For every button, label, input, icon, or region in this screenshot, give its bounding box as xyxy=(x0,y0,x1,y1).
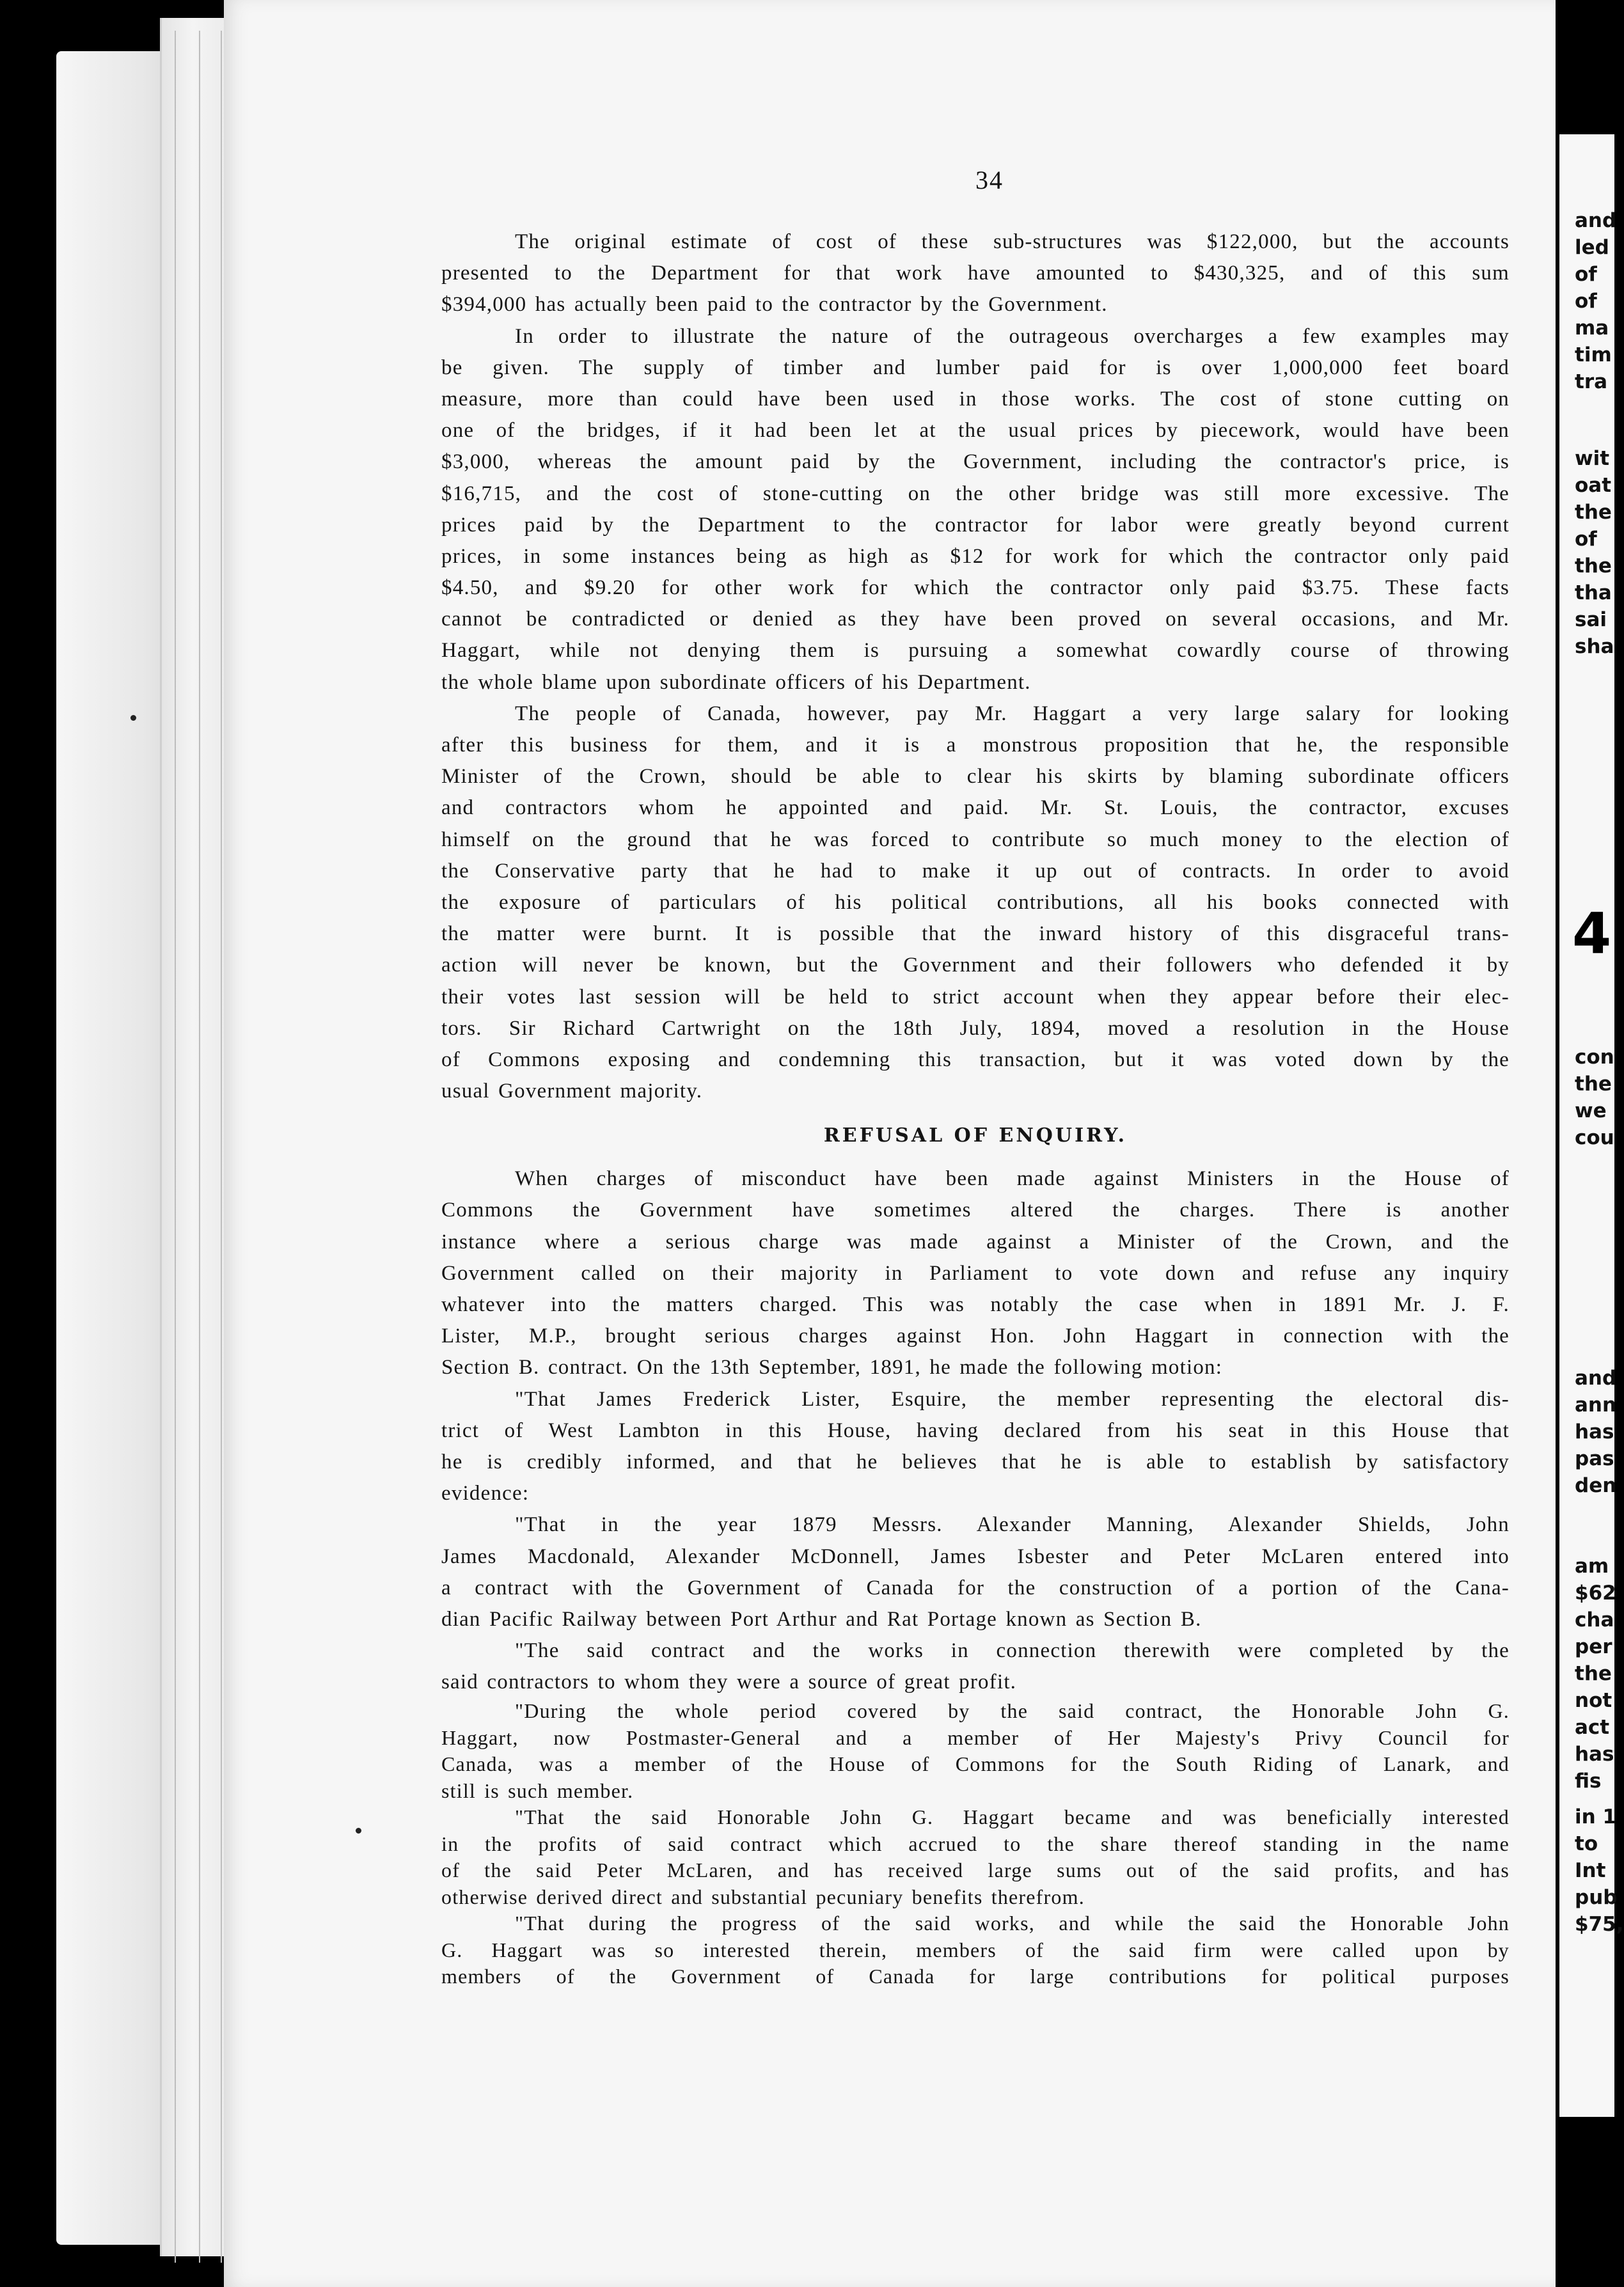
text-line: measure, more than could have been used in those works. The cost of stone cutting on xyxy=(441,387,1510,411)
text-line: $394,000 has actually been paid to the contractor by the Government. xyxy=(441,293,1108,317)
text-line: the Conservative party that he had to make it up out of contracts. In order to avoid xyxy=(441,859,1510,883)
text-line: tors. Sir Richard Cartwright on the 18th July, 1894, moved a resolution in the House xyxy=(441,1016,1510,1040)
text-line: Haggart, while not denying them is pursuing a somewhat cowardly course of throwing xyxy=(441,639,1510,663)
adjacent-page-fragment: tim xyxy=(1575,343,1612,366)
text-line: cannot be contradicted or denied as they have been proved on several occasions, and Mr. xyxy=(441,608,1510,631)
text-line: presented to the Department for that work have amounted to $430,325, and of this sum xyxy=(441,262,1510,285)
adjacent-page xyxy=(1559,134,1624,2117)
text-line: James Macdonald, Alexander McDonnell, James Isbester and Peter McLaren entered into xyxy=(441,1544,1510,1568)
text-line: "That James Frederick Lister, Esquire, the member representing the electoral dis- xyxy=(515,1387,1510,1411)
text-line: Lister, M.P., brought serious charges against Hon. John Haggart in connection with the xyxy=(441,1324,1510,1348)
adjacent-page-fragment: the xyxy=(1575,554,1612,578)
text-line: the matter were burnt. It is possible that the inward history of this disgraceful trans- xyxy=(441,922,1510,946)
text-line: Government called on their majority in Parliament to vote down and refuse any inquiry xyxy=(441,1261,1510,1285)
text-line: evidence: xyxy=(441,1482,530,1505)
adjacent-page-fragment: act xyxy=(1575,1716,1610,1739)
spine-line xyxy=(199,31,200,2263)
adjacent-page-fragment: fis xyxy=(1575,1770,1602,1793)
adjacent-page-fragment: $75, xyxy=(1575,1913,1624,1936)
text-line: instance where a serious charge was made against a Minister of the Crown, and the xyxy=(441,1230,1510,1254)
text-line: himself on the ground that he was forced to contribute so much money to the election of xyxy=(441,828,1510,851)
adjacent-page-fragment: the xyxy=(1575,1662,1612,1685)
text-line: "That during the progress of the said works, and while the said the Honorable John xyxy=(515,1912,1510,1935)
adjacent-page-fragment: den xyxy=(1575,1474,1617,1497)
adjacent-page-fragment: and xyxy=(1575,209,1617,232)
text-line: said contractors to whom they were a source of great profit. xyxy=(441,1670,1017,1694)
text-line: $4.50, and $9.20 for other work for which the contractor only paid $3.75. These facts xyxy=(441,576,1510,600)
text-line: Canada, was a member of the House of Commons for the South Riding of Lanark, and xyxy=(441,1752,1510,1776)
adjacent-page-fragment: the xyxy=(1575,1073,1612,1096)
adjacent-page-fragment: not xyxy=(1575,1689,1612,1712)
text-line: When charges of misconduct have been made against Ministers in the House of xyxy=(515,1167,1510,1191)
spine-line xyxy=(221,31,222,2263)
adjacent-page-fragment: has xyxy=(1575,1420,1614,1443)
text-line: trict of West Lambton in this House, having declared from his seat in this House that xyxy=(441,1419,1510,1442)
text-line: "During the whole period covered by the said contract, the Honorable John G. xyxy=(515,1699,1510,1723)
section-heading: REFUSAL OF ENQUIRY. xyxy=(823,1124,1128,1147)
text-line: otherwise derived direct and substantial pecuniary benefits therefrom. xyxy=(441,1885,1085,1908)
adjacent-page-fragment: am xyxy=(1575,1555,1609,1578)
adjacent-page-fragment: in 1 xyxy=(1575,1805,1617,1828)
text-line: In order to illustrate the nature of the outrageous overcharges a few examples may xyxy=(515,324,1510,348)
text-line: be given. The supply of timber and lumber paid for is over 1,000,000 feet board xyxy=(441,356,1510,379)
adjacent-page-fragment: of xyxy=(1575,263,1597,286)
adjacent-page-fragment: con xyxy=(1575,1046,1614,1069)
text-line: in the profits of said contract which accrued to the share thereof standing in the name xyxy=(441,1832,1510,1855)
text-line: and contractors whom he appointed and paid. Mr. St. Louis, the contractor, excuses xyxy=(441,796,1510,820)
text-line: The original estimate of cost of these sub-structures was $122,000, but the accounts xyxy=(515,230,1510,253)
adjacent-page-fragment: sai xyxy=(1575,608,1607,631)
adjacent-page-fragment: pub xyxy=(1575,1886,1618,1909)
adjacent-page-fragment: led xyxy=(1575,236,1609,259)
text-line: of Commons exposing and condemning this transaction, but it was voted down by the xyxy=(441,1048,1510,1071)
adjacent-page-fragment: ann xyxy=(1575,1394,1617,1417)
spine-line xyxy=(175,31,176,2263)
text-line: the whole blame upon subordinate officers of his Department. xyxy=(441,670,1031,694)
text-line: $16,715, and the cost of stone-cutting on the other bridge was still more excessive. The xyxy=(441,482,1510,505)
adjacent-page-fragment: of xyxy=(1575,528,1597,551)
body-text xyxy=(441,226,1510,1990)
adjacent-page-fragment: pas xyxy=(1575,1447,1614,1470)
margin-speck xyxy=(356,1828,361,1834)
adjacent-page-fragment: Int xyxy=(1575,1859,1606,1882)
adjacent-page-fragment: tha xyxy=(1575,581,1612,604)
text-line: of the said Peter McLaren, and has received large sums out of the said profits, and has xyxy=(441,1859,1510,1882)
text-line: after this business for them, and it is a monstrous proposition that he, the responsible xyxy=(441,734,1510,757)
text-line: prices paid by the Department to the contractor for labor were greatly beyond current xyxy=(441,513,1510,537)
adjacent-page-fragment: of xyxy=(1575,290,1597,313)
margin-speck xyxy=(130,715,136,721)
adjacent-page-fragment: 4 xyxy=(1572,900,1612,966)
adjacent-page-fragment: oat xyxy=(1575,474,1612,497)
text-line: whatever into the matters charged. This was notably the case when in 1891 Mr. J. F. xyxy=(441,1293,1510,1316)
adjacent-page-fragment: per xyxy=(1575,1635,1612,1658)
text-line: prices, in some instances being as high as $12 for work for which the contractor only paid xyxy=(441,544,1510,568)
adjacent-page-fragment: $62 xyxy=(1575,1582,1616,1605)
text-line: usual Government majority. xyxy=(441,1080,703,1103)
text-line: "The said contract and the works in connection therewith were completed by the xyxy=(515,1639,1510,1663)
text-line: Commons the Government have sometimes altered the charges. There is another xyxy=(441,1199,1510,1222)
text-line: the exposure of particulars of his political contributions, all his books connected with xyxy=(441,890,1510,914)
adjacent-page-fragment: to xyxy=(1575,1832,1598,1855)
adjacent-page-fragment: cou xyxy=(1575,1126,1614,1149)
page-number: 34 xyxy=(975,166,1004,194)
adjacent-page-fragment: we xyxy=(1575,1099,1607,1122)
text-line: a contract with the Government of Canada for the construction of a portion of the Cana- xyxy=(441,1576,1510,1599)
text-line: he is credibly informed, and that he believes that he is able to establish by satisfactory xyxy=(441,1450,1510,1474)
text-line: Haggart, now Postmaster-General and a member of Her Majesty's Privy Council for xyxy=(441,1725,1510,1749)
adjacent-page-fragment: the xyxy=(1575,501,1612,524)
text-line: action will never be known, but the Government and their followers who defended it by xyxy=(441,954,1510,977)
text-line: "That in the year 1879 Messrs. Alexander Manning, Alexander Shields, John xyxy=(515,1513,1510,1537)
adjacent-page-fragment: wit xyxy=(1575,447,1610,470)
text-line: dian Pacific Railway between Port Arthur and Rat Portage known as Section B. xyxy=(441,1607,1202,1631)
text-line: one of the bridges, if it had been let at the usual prices by piecework, would have been xyxy=(441,419,1510,443)
text-line: their votes last session will be held to strict account when they appear before their elec- xyxy=(441,985,1510,1009)
adjacent-page-fragment: and xyxy=(1575,1367,1617,1390)
adjacent-page-fragment: has xyxy=(1575,1743,1614,1766)
adjacent-page-fragment: sha xyxy=(1575,635,1614,658)
text-line: still is such member. xyxy=(441,1779,634,1802)
text-line: Section B. contract. On the 13th September, 1891, he made the following motion: xyxy=(441,1356,1223,1379)
text-line: Minister of the Crown, should be able to clear his skirts by blaming subordinate officers xyxy=(441,765,1510,789)
adjacent-page-fragment: cha xyxy=(1575,1608,1614,1631)
adjacent-page-fragment: tra xyxy=(1575,370,1608,393)
text-line: The people of Canada, however, pay Mr. Haggart a very large salary for looking xyxy=(515,702,1510,725)
text-line: "That the said Honorable John G. Haggart became and was beneficially interested xyxy=(515,1805,1510,1829)
text-line: G. Haggart was so interested therein, members of the said firm were called upon by xyxy=(441,1938,1510,1961)
text-line: $3,000, whereas the amount paid by the Government, including the contractor's price, is xyxy=(441,450,1510,474)
text-line: members of the Government of Canada for large contributions for political purposes xyxy=(441,1965,1510,1988)
adjacent-page-fragment: ma xyxy=(1575,317,1609,340)
